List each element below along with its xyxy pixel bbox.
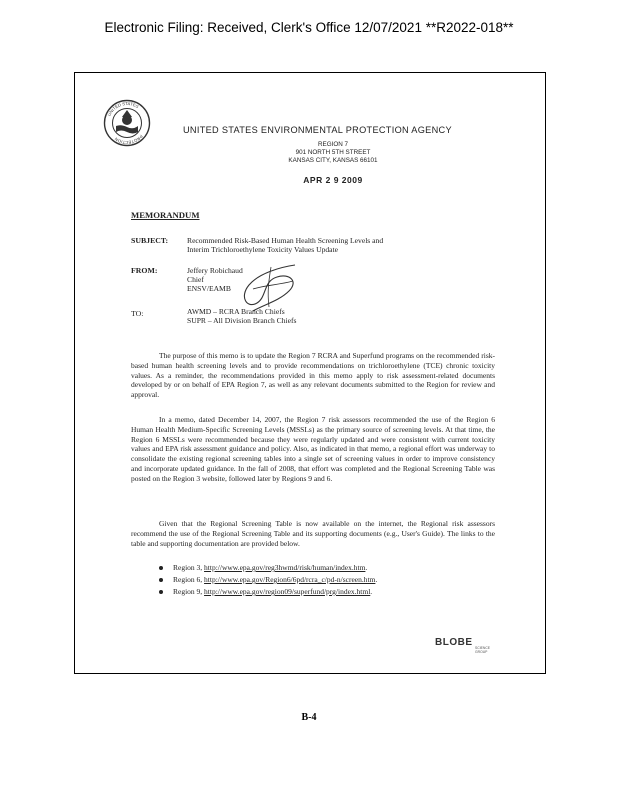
region3-link[interactable]: http://www.epa.gov/reg3hwmd/risk/human/index.htm — [204, 563, 366, 572]
logo-mark: BLOBE — [435, 637, 473, 648]
list-item — [157, 586, 377, 598]
date-stamp: APR 2 9 2009 — [303, 175, 363, 185]
region9-link[interactable]: http://www.epa.gov/region09/superfund/prg/index.html — [204, 587, 371, 596]
seal-ring-bottom-text: PROTECTION — [113, 133, 144, 146]
bullet-region-label: Region 9, — [173, 587, 205, 596]
subject-value — [187, 236, 507, 254]
city-line: KANSAS CITY, KANSAS 66101 — [288, 157, 378, 165]
link-list — [157, 562, 377, 598]
filing-header: Electronic Filing: Received, Clerk's Office 12/07/2021 **R2022-018** — [104, 20, 514, 35]
body-paragraph-1: The purpose of this memo is to update the Region 7 RCRA and Superfund programs on the recommended risk-based human health screening levels and to provide recommendations on trichloroethylene (TCE) chronic toxicity values. As a reminder, the recommendations provided in this memo apply to risk assessment-related documents developed by or on behalf of EPA Region 7, as well as any relevant documents submitted to the Region for review and approval. — [131, 351, 495, 400]
epa-seal-icon — [103, 99, 151, 147]
body-paragraph-3: Given that the Regional Screening Table is now available on the internet, the Regional risk assessors recommend the use of the Regional Screening Table and its supporting documents (e.g., User's Guide). The links to the table and supporting documentation are provided below. — [131, 519, 495, 548]
bullet-suffix: . — [375, 575, 378, 584]
to-label: TO: — [131, 309, 144, 318]
document-frame — [74, 72, 546, 674]
footer-logo — [435, 635, 507, 657]
body-paragraph-2: In a memo, dated December 14, 2007, the Region 7 risk assessors recommended the use of the Region 6 Human Health Medium-Specific Screening Levels (MSSLs) as the primary source of screening levels. At that time, the Region 6 MSSLs were recommended because they were regularly updated and were consistent with current toxicity values and EPA risk assessment guidance and policy. Also, as indicated in that memo, a regional effort was underway to consolidate the existing regional screening tables into a single set of screening values in order to improve consistency and incorporate updated guidance. In the fall of 2008, that effort was completed and the Regional Screening Table was posted on the Region 3 website, followed later by Regions 9 and 6. — [131, 415, 495, 483]
logo-tagline — [475, 646, 490, 654]
from-org: ENSV/EAMB — [187, 284, 231, 294]
bullet-suffix: . — [365, 563, 368, 572]
to-line-2: SUPR – All Division Branch Chiefs — [187, 316, 297, 326]
bullet-region-label: Region 3, — [173, 563, 205, 572]
signature-icon — [233, 261, 315, 313]
bullet-suffix: . — [370, 587, 373, 596]
to-value — [187, 307, 507, 325]
memo-page — [75, 73, 545, 673]
logo-tagline-2: GROUP — [475, 650, 488, 654]
bullet-region-label: Region 6, — [173, 575, 205, 584]
from-title: Chief — [187, 275, 204, 285]
street-line: 901 NORTH 5TH STREET — [295, 149, 371, 157]
memo-title: MEMORANDUM — [131, 210, 200, 220]
to-line-1: AWMD – RCRA Branch Chiefs — [187, 307, 285, 316]
list-item — [157, 562, 377, 574]
from-name: Jeffery Robichaud — [187, 266, 243, 275]
seal-ring-top-text: UNITED STATES — [106, 100, 140, 117]
subject-line-2: Interim Trichloroethylene Toxicity Values Update — [187, 245, 339, 255]
logo-tagline-1: SCIENCE — [475, 646, 491, 650]
list-item — [157, 574, 377, 586]
from-label: FROM: — [131, 266, 158, 275]
page-number: B-4 — [301, 712, 317, 723]
agency-name: UNITED STATES ENVIRONMENTAL PROTECTION AGENCY — [183, 125, 452, 135]
region6-link[interactable]: http://www.epa.gov/Region6/6pd/rcra_c/pd-n/screen.htm — [204, 575, 376, 584]
region-line: REGION 7 — [317, 141, 349, 148]
agency-address — [183, 141, 483, 166]
subject-label: SUBJECT: — [131, 236, 169, 245]
subject-line-1: Recommended Risk-Based Human Health Screening Levels and — [187, 236, 384, 245]
